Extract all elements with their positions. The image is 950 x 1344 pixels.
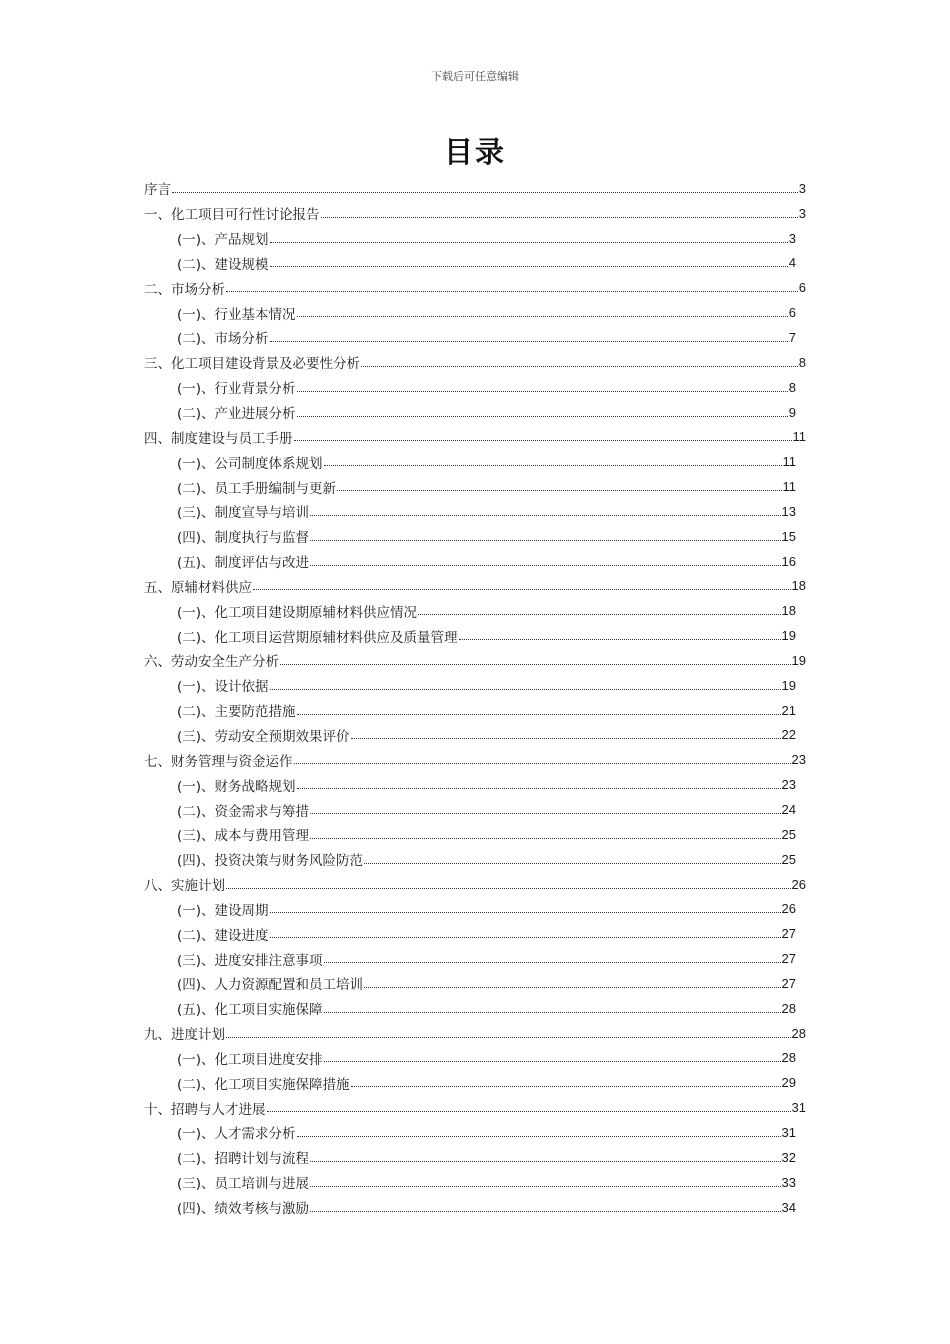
toc-entry-label: (二)、员工手册编制与更新 [177,480,337,497]
toc-entry-page-number: 34 [781,1199,796,1215]
toc-entry-label: 十、招聘与人才进展 [144,1101,266,1118]
toc-entry-label: (二)、招聘计划与流程 [177,1151,310,1168]
toc-entry-page-number: 24 [781,802,796,818]
dot-leader [226,1037,791,1038]
toc-entry-page-number: 26 [791,876,806,892]
toc-chapter-entry[interactable] [144,424,806,449]
toc-entry-page-number: 3 [788,230,796,246]
toc-entry-page-number: 28 [781,1000,796,1016]
toc-entry-label: 八、实施计划 [144,878,225,895]
toc-entry-page-number: 18 [791,578,806,594]
dot-leader [297,391,788,392]
toc-section-entry[interactable] [144,549,806,574]
toc-entry-label: 三、化工项目建设背景及必要性分析 [144,356,360,373]
toc-entry-label: (一)、产品规划 [177,232,269,249]
toc-section-entry[interactable] [144,1145,806,1170]
toc-entry-page-number: 28 [791,1025,806,1041]
toc-section-entry[interactable] [144,772,806,797]
page-title: 目录 [443,135,506,169]
toc-entry-page-number: 22 [781,727,796,743]
dot-leader [351,1086,781,1087]
toc-entry-label: (二)、化工项目实施保障措施 [177,1076,350,1093]
toc-entry-label: (三)、劳动安全预期效果评价 [177,728,350,745]
toc-section-entry[interactable] [144,822,806,847]
dot-leader [172,192,798,193]
toc-chapter-entry[interactable] [144,747,806,772]
toc-section-entry[interactable] [144,1120,806,1145]
toc-entry-page-number: 27 [781,951,796,967]
toc-entry-page-number: 27 [781,975,796,991]
toc-section-entry[interactable] [144,673,806,698]
dot-leader [297,416,788,417]
toc-entry-page-number: 23 [781,777,796,793]
toc-section-entry[interactable] [144,698,806,723]
dot-leader [310,1211,780,1212]
toc-section-entry[interactable] [144,1170,806,1195]
dot-leader [297,788,781,789]
dot-leader [364,863,780,864]
toc-chapter-entry[interactable] [144,1095,806,1120]
toc-entry-page-number: 7 [788,329,796,345]
toc-section-entry[interactable] [144,723,806,748]
toc-section-entry[interactable] [144,921,806,946]
toc-entry-page-number: 19 [781,677,796,693]
toc-section-entry[interactable] [144,623,806,648]
toc-entry-page-number: 11 [782,479,796,495]
toc-entry-label: (二)、化工项目运营期原辅材料供应及质量管理 [177,629,458,646]
toc-entry-page-number: 15 [781,528,796,544]
dot-leader [324,1012,781,1013]
toc-entry-label: (一)、财务战略规划 [177,778,296,795]
toc-entry-page-number: 16 [781,553,796,569]
dot-leader [351,738,781,739]
dot-leader [270,937,781,938]
dot-leader [270,341,788,342]
toc-entry-label: (一)、化工项目建设期原辅材料供应情况 [177,604,418,621]
toc-entry-page-number: 21 [781,702,796,718]
header-note: 下载后可任意编辑 [431,70,519,83]
dot-leader [280,664,791,665]
toc-section-entry[interactable] [144,400,806,425]
dot-leader [253,589,791,590]
table-of-contents [144,176,806,1219]
toc-entry-label: (四)、制度执行与监督 [177,530,310,547]
dot-leader [270,689,781,690]
toc-section-entry[interactable] [144,598,806,623]
toc-entry-page-number: 25 [781,851,796,867]
toc-entry-label: (三)、成本与费用管理 [177,828,310,845]
toc-entry-label: (三)、制度宣导与培训 [177,505,310,522]
toc-section-entry[interactable] [144,449,806,474]
toc-entry-page-number: 28 [781,1050,796,1066]
toc-entry-page-number: 4 [788,255,796,271]
toc-section-entry[interactable] [144,226,806,251]
toc-entry-label: (五)、化工项目实施保障 [177,1002,323,1019]
toc-entry-label: (二)、产业进展分析 [177,406,296,423]
toc-section-entry[interactable] [144,300,806,325]
dot-leader [310,565,780,566]
toc-entry-label: (二)、资金需求与筹措 [177,803,310,820]
toc-entry-page-number: 32 [781,1149,796,1165]
dot-leader [310,813,780,814]
toc-entry-label: 序言 [144,182,171,199]
dot-leader [324,962,781,963]
dot-leader [324,465,782,466]
toc-entry-label: (四)、人力资源配置和员工培训 [177,977,364,994]
toc-entry-label: (二)、主要防范措施 [177,704,296,721]
toc-entry-label: (二)、建设进度 [177,927,269,944]
toc-chapter-entry[interactable] [144,1021,806,1046]
toc-chapter-entry[interactable] [144,648,806,673]
toc-chapter-entry[interactable] [144,275,806,300]
toc-section-entry[interactable] [144,251,806,276]
toc-section-entry[interactable] [144,499,806,524]
toc-section-entry[interactable] [144,946,806,971]
toc-section-entry[interactable] [144,797,806,822]
toc-chapter-entry[interactable] [144,201,806,226]
toc-section-entry[interactable] [144,847,806,872]
toc-entry-page-number: 19 [781,628,796,644]
toc-section-entry[interactable] [144,524,806,549]
toc-section-entry[interactable] [144,971,806,996]
dot-leader [226,291,798,292]
dot-leader [294,440,792,441]
toc-entry-page-number: 27 [781,926,796,942]
dot-leader [324,1061,781,1062]
dot-leader [310,515,780,516]
toc-entry-label: (四)、投资决策与财务风险防范 [177,853,364,870]
toc-entry-label: (一)、设计依据 [177,679,269,696]
toc-entry-page-number: 18 [781,603,796,619]
dot-leader [364,987,780,988]
toc-section-entry[interactable] [144,896,806,921]
toc-entry-page-number: 6 [798,280,806,296]
toc-entry-label: 四、制度建设与员工手册 [144,430,293,447]
toc-section-entry[interactable] [144,325,806,350]
dot-leader [310,1161,780,1162]
dot-leader [297,316,788,317]
toc-entry-label: (二)、建设规模 [177,256,269,273]
toc-entry-label: 六、劳动安全生产分析 [144,654,279,671]
dot-leader [337,490,781,491]
toc-entry-label: 五、原辅材料供应 [144,579,252,596]
dot-leader [310,540,780,541]
toc-section-entry[interactable] [144,1070,806,1095]
toc-entry-page-number: 25 [781,826,796,842]
dot-leader [270,266,788,267]
toc-entry-label: 二、市场分析 [144,281,225,298]
toc-entry-page-number: 23 [791,752,806,768]
toc-entry-page-number: 9 [788,404,796,420]
toc-chapter-entry[interactable] [144,574,806,599]
toc-entry-label: 一、化工项目可行性讨论报告 [144,207,320,224]
dot-leader [310,1186,780,1187]
toc-entry-label: (一)、行业基本情况 [177,306,296,323]
toc-entry-label: (一)、人才需求分析 [177,1126,296,1143]
toc-entry-label: 七、财务管理与资金运作 [144,753,293,770]
toc-entry-label: (一)、行业背景分析 [177,381,296,398]
dot-leader [270,912,781,913]
toc-section-entry[interactable] [144,996,806,1021]
toc-entry-page-number: 3 [798,180,806,196]
toc-chapter-entry[interactable] [144,176,806,201]
toc-entry-page-number: 3 [798,205,806,221]
dot-leader [418,614,780,615]
toc-entry-page-number: 29 [781,1075,796,1091]
toc-entry-page-number: 8 [788,379,796,395]
toc-entry-page-number: 11 [792,429,806,445]
toc-section-entry[interactable] [144,474,806,499]
toc-entry-label: (二)、市场分析 [177,331,269,348]
dot-leader [459,639,781,640]
toc-section-entry[interactable] [144,375,806,400]
toc-entry-label: (三)、进度安排注意事项 [177,952,323,969]
toc-chapter-entry[interactable] [144,872,806,897]
toc-entry-label: (一)、公司制度体系规划 [177,455,323,472]
toc-entry-label: (一)、化工项目进度安排 [177,1051,323,1068]
toc-entry-page-number: 26 [781,901,796,917]
toc-entry-page-number: 6 [788,305,796,321]
toc-section-entry[interactable] [144,1046,806,1071]
toc-entry-page-number: 31 [781,1124,796,1140]
dot-leader [294,763,791,764]
toc-section-entry[interactable] [144,1195,806,1220]
toc-entry-page-number: 33 [781,1174,796,1190]
toc-entry-label: (五)、制度评估与改进 [177,555,310,572]
toc-entry-page-number: 13 [781,503,796,519]
dot-leader [226,888,791,889]
toc-entry-label: (一)、建设周期 [177,902,269,919]
dot-leader [270,242,788,243]
toc-entry-label: 九、进度计划 [144,1027,225,1044]
toc-entry-page-number: 11 [782,454,796,470]
toc-entry-label: (三)、员工培训与进展 [177,1176,310,1193]
toc-entry-page-number: 8 [798,354,806,370]
toc-entry-page-number: 31 [791,1100,806,1116]
dot-leader [297,1136,781,1137]
toc-entry-label: (四)、绩效考核与激励 [177,1201,310,1218]
dot-leader [267,1111,791,1112]
dot-leader [361,366,798,367]
dot-leader [310,838,780,839]
toc-chapter-entry[interactable] [144,350,806,375]
dot-leader [297,714,781,715]
toc-entry-page-number: 19 [791,652,806,668]
dot-leader [321,217,798,218]
